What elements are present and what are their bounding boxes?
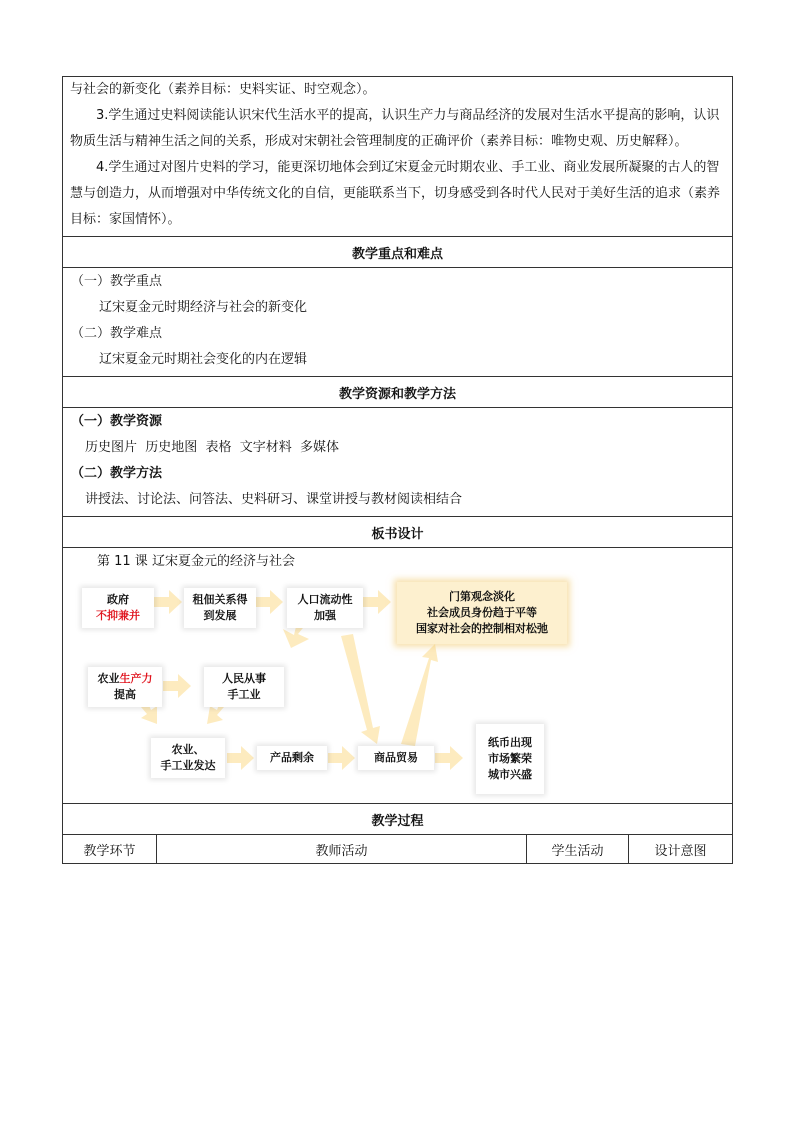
col-student-activity: 学生活动 (527, 835, 629, 864)
arrow-trade-to-result (401, 644, 438, 746)
arrow-tenancy-to-mobility (256, 590, 283, 614)
node-handicraft-line1: 人民从事 (222, 672, 266, 685)
node-government-line1: 政府 (107, 593, 129, 606)
node-government-line2: 不抑兼并 (96, 609, 140, 622)
col-stage: 教学环节 (63, 835, 157, 864)
node-tenancy-line2: 到发展 (203, 609, 237, 622)
board-header: 板书设计 (63, 517, 733, 548)
arrow-agri-to-craft (163, 674, 191, 698)
node-surplus (257, 746, 327, 770)
board-diagram (63, 548, 732, 803)
objectives-row (63, 77, 733, 237)
arrow-trade-to-market (435, 746, 463, 770)
node-handicraft-line2: 手工业 (227, 688, 261, 701)
lesson-plan-table (62, 76, 733, 864)
node-result-line1: 门第观念淡化 (449, 590, 515, 603)
key-text: 辽宋夏金元时期经济与社会的新变化 (99, 300, 308, 315)
resources-label: （一）教学资源 (71, 414, 163, 429)
process-column-headers (63, 835, 733, 864)
node-surplus-text: 产品剩余 (270, 751, 314, 764)
arrow-development-to-surplus (227, 746, 254, 770)
objective-line-0: 与社会的新变化（素养目标：史料实证、时空观念）。 (70, 82, 376, 97)
node-market-line3: 城市兴盛 (488, 768, 532, 781)
key-points-header: 教学重点和难点 (63, 237, 733, 268)
node-agriculture-highlight: 生产力 (119, 672, 153, 685)
methods-text: 讲授法、讨论法、问答法、史料研习、课堂讲授与教材阅读相结合 (85, 492, 463, 507)
node-trade-text: 商品贸易 (374, 751, 418, 764)
node-market-line2: 市场繁荣 (488, 752, 532, 765)
key-points-row (63, 268, 733, 377)
resources-row (63, 408, 733, 517)
node-government (82, 588, 154, 628)
difficulty-label: （二）教学难点 (71, 326, 163, 341)
board-row (63, 548, 733, 804)
node-development-line1: 农业、 (171, 743, 205, 756)
node-mobility-line2: 加强 (314, 609, 336, 622)
node-agriculture-prefix: 农业 (97, 672, 120, 685)
node-development-line2: 手工业发达 (160, 759, 216, 772)
node-market-line1: 纸币出现 (488, 736, 532, 749)
node-tenancy-line1: 租佃关系得 (192, 593, 248, 606)
col-teacher-activity: 教师活动 (157, 835, 527, 864)
process-header: 教学过程 (63, 804, 733, 835)
objective-item-3: 3.学生通过史料阅读能认识宋代生活水平的提高，认识生产力与商品经济的发展对生活水平提高的影响，认识物质生活与精神生活之间的关系，形成对宋朝社会管理制度的正确评价（素养目标：唯物史观、历史解释）。 (70, 108, 720, 149)
arrow-gov-to-tenancy (154, 590, 182, 614)
node-mobility (287, 588, 363, 628)
difficulty-text: 辽宋夏金元时期社会变化的内在逻辑 (99, 352, 308, 367)
node-agriculture (88, 667, 162, 707)
node-development (151, 738, 225, 778)
node-agriculture-line2: 提高 (114, 688, 136, 701)
node-result-line2: 社会成员身份趋于平等 (427, 606, 537, 619)
node-trade (358, 746, 434, 770)
node-market (476, 724, 544, 794)
arrow-mobility-to-trade (341, 634, 380, 744)
key-label: （一）教学重点 (71, 274, 163, 289)
lesson-plan-sheet (62, 76, 732, 864)
board-lesson-title: 第 11 课 辽宋夏金元的经济与社会 (97, 554, 295, 569)
node-result-line3: 国家对社会的控制相对松弛 (416, 622, 548, 635)
arrow-surplus-to-trade (328, 746, 355, 770)
methods-label: （二）教学方法 (71, 466, 163, 481)
col-design-intent: 设计意图 (629, 835, 733, 864)
node-handicraft (204, 667, 284, 707)
resources-text: 历史图片 历史地图 表格 文字材料 多媒体 (85, 440, 340, 455)
node-mobility-line1: 人口流动性 (297, 593, 353, 606)
arrow-mobility-to-result (363, 590, 391, 614)
resources-header: 教学资源和教学方法 (63, 377, 733, 408)
node-social-result (397, 582, 567, 644)
objective-item-4: 4.学生通过对图片史料的学习，能更深切地体会到辽宋夏金元时期农业、手工业、商业发展所凝聚的古人的智慧与创造力，从而增强对中华传统文化的自信，更能联系当下，切身感受到各时代人民对于美好生活的追求（素养目标：家国情怀）。 (70, 160, 721, 227)
node-tenancy (184, 588, 256, 628)
